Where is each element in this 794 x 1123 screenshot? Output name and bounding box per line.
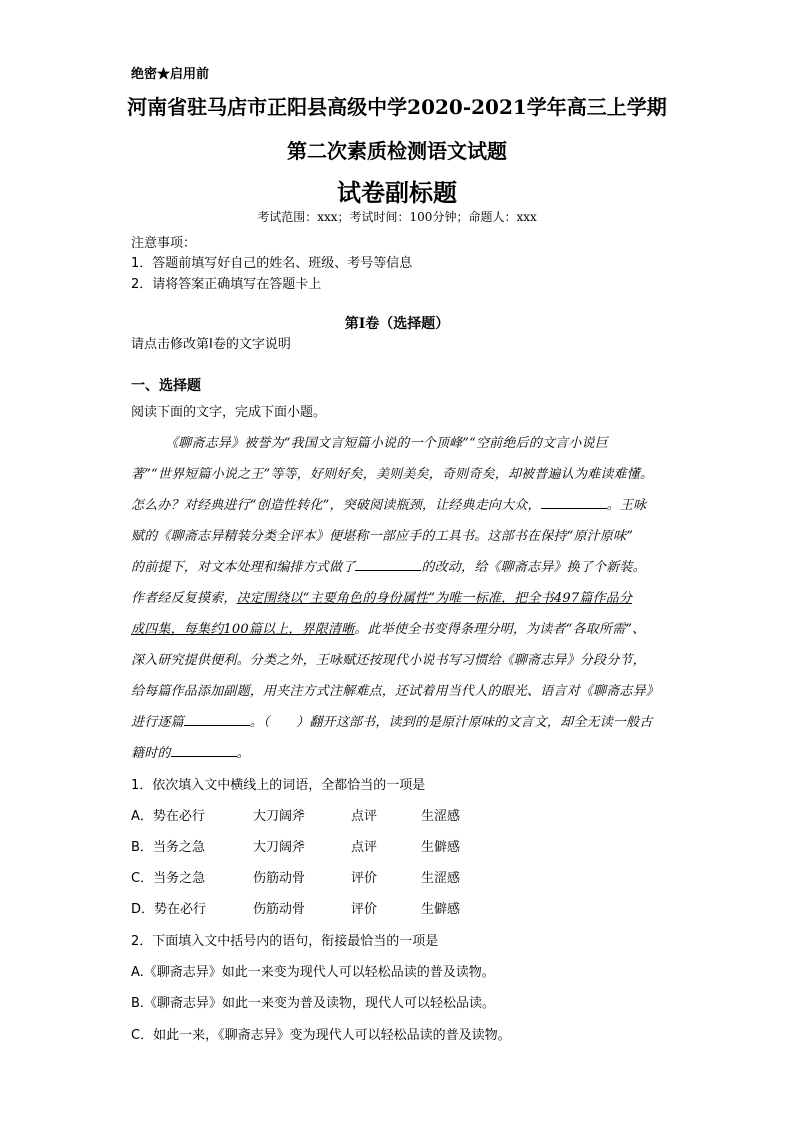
notice-item-1: 1．答题前填写好自己的姓名、班级、考号等信息 [131, 256, 413, 271]
passage-line: 给每篇作品添加副题，用夹注方式注解难点，还试着用当代人的眼光、语言对《聊斋志异》 [131, 684, 660, 699]
question-2-option-c: C．如此一来，《聊斋志异》变为现代人可以轻松品读的普及读物。 [131, 1028, 511, 1043]
fill-blank-3 [184, 713, 250, 726]
notice-heading: 注意事项： [131, 236, 197, 251]
question-1-option-c: C．当务之急 伤筋动骨 评价 生涩感 [131, 871, 461, 886]
passage-line: 成四集，每集约100篇以上，界限清晰。此举使全书变得条理分明，为读者“各取所需”、 [131, 622, 646, 637]
question-2-stem: 2．下面填入文中括号内的语句，衔接最恰当的一项是 [131, 934, 439, 949]
fill-blank-1 [541, 496, 607, 509]
question-2-option-b: B.《聊斋志异》如此一来变为普及读物，现代人可以轻松品读。 [131, 996, 496, 1011]
underlined-sentence: 成四集，每集约100篇以上，界限清晰 [131, 622, 355, 637]
underlined-sentence: 决定围绕以“主要角色的身份属性”为唯一标准，把全书497篇作品分 [236, 591, 633, 606]
question-1-option-a: A．势在必行 大刀阔斧 点评 生涩感 [131, 809, 461, 824]
volume-note: 请点击修改第I卷的文字说明 [131, 337, 291, 352]
passage-line: 赋的《聊斋志异精装分类全评本》便堪称一部应手的工具书。这部书在保持“原汁原味” [131, 529, 634, 544]
confidential-label: 绝密★启用前 [131, 67, 210, 82]
question-1-stem: 1．依次填入文中横线上的词语，全都恰当的一项是 [131, 778, 426, 793]
notice-item-2: 2．请将答案正确填写在答题卡上 [131, 277, 322, 292]
volume-title: 第I卷（选择题） [344, 316, 450, 332]
question-2-option-a: A.《聊斋志异》如此一来变为现代人可以轻松品读的普及读物。 [131, 965, 495, 980]
passage-line: 著”“世界短篇小说之王”等等，好则好矣，美则美矣，奇则奇矣，却被普遍认为难读难懂。 [131, 467, 654, 482]
question-1-option-d: D．势在必行 伤筋动骨 评价 生僻感 [131, 902, 461, 917]
fill-blank-2 [355, 558, 421, 571]
passage-line: 的前提下，对文本处理和编排方式做了 的改动，给《聊斋志异》换了个新装。 [131, 560, 646, 575]
question-1-option-b: B．当务之急 大刀阔斧 点评 生僻感 [131, 840, 461, 855]
passage-line: 进行逐篇 。（ ）翻开这部书，读到的是原汁原味的文言文，却全无读一般古 [131, 715, 653, 730]
passage-line: 作者经反复摸索，决定围绕以“主要角色的身份属性”为唯一标准，把全书497篇作品分 [131, 591, 633, 606]
section-title: 一、选择题 [131, 378, 201, 394]
exam-subtitle: 试卷副标题 [337, 178, 457, 207]
fill-blank-4 [171, 744, 237, 757]
passage-line: 怎么办？对经典进行“创造性转化”，突破阅读瓶颈，让经典走向大众， 。王咏 [131, 498, 647, 513]
passage-line: 《聊斋志异》被誉为“我国文言短篇小说的一个顶峰”“空前绝后的文言小说巨 [165, 436, 608, 451]
passage-line: 籍时的 。 [131, 746, 250, 761]
section-instruction: 阅读下面的文字，完成下面小题。 [131, 405, 327, 420]
exam-title-line-1: 河南省驻马店市正阳县高级中学2020-2021学年高三上学期 [127, 95, 667, 119]
exam-info: 考试范围：xxx；考试时间：100分钟；命题人：xxx [257, 210, 537, 224]
exam-title-line-2: 第二次素质检测语文试题 [287, 139, 507, 163]
passage-line: 深入研究提供便利。分类之外，王咏赋还按现代小说书写习惯给《聊斋志异》分段分节， [131, 653, 646, 668]
